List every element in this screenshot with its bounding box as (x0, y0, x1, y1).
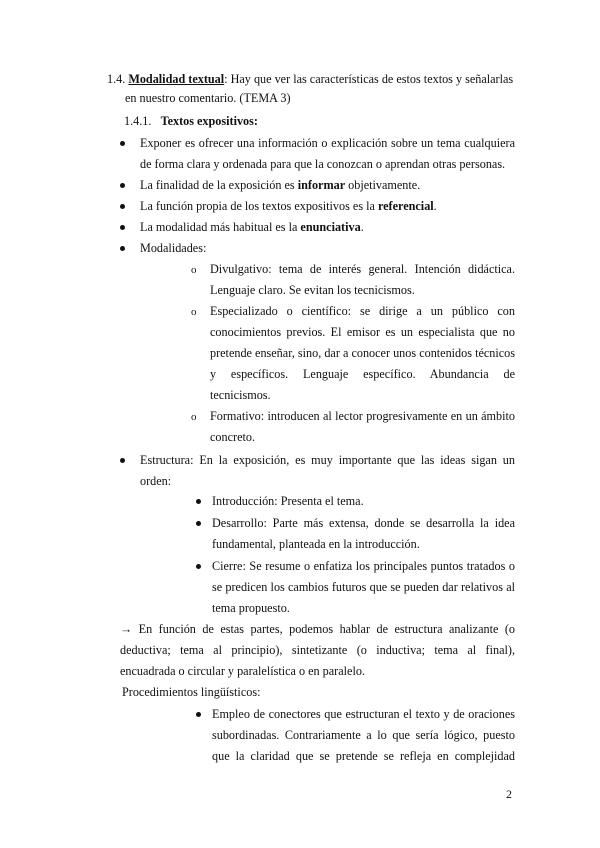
bullet-icon (120, 141, 125, 146)
bullet-icon (120, 246, 125, 251)
sub-bullet-icon: o (191, 411, 197, 423)
modalidad-2-line-1: Especializado o científico: se dirige a un público con (210, 304, 515, 318)
bullet-4-post: . (360, 220, 364, 234)
modalidad-3-line-2: concreto. (210, 430, 256, 444)
procedimientos-1-line-1: Empleo de conectores que estructuran el texto y de oraciones (212, 707, 515, 721)
modalidad-1-line-2: Lenguaje claro. Se evitan los tecnicismos. (210, 283, 415, 297)
subsection-heading (124, 113, 258, 129)
sub-bullet-icon: o (191, 306, 197, 318)
bullet-1-line-2: de forma clara y ordenada para que la conozcan o aprendan otras personas. (140, 157, 506, 171)
estructura-introduccion: Introducción: Presenta el tema. (212, 494, 364, 508)
paragraph-line-3: encuadrada o circular y paralelística o en paralelo. (120, 664, 365, 678)
bullet-1-line-1: Exponer es ofrecer una información o explicación sobre un tema cualquiera (140, 136, 515, 150)
modalidad-2-line-2: conocimientos previos. El emisor es un especialista que no (210, 325, 515, 339)
estructura-desarrollo-line-1: Desarrollo: Parte más extensa, donde se desarrolla la idea (212, 516, 515, 530)
section-intro-2: en nuestro comentario. (TEMA 3) (125, 91, 291, 105)
estructura-line-1: Estructura: En la exposición, es muy importante que las ideas sigan un (140, 453, 515, 467)
procedimientos-1-line-3: que la claridad que se pretende se refleja en complejidad (212, 749, 515, 763)
estructura-cierre-line-2: se predicen los cambios futuros que se pueden dar relativos al (212, 580, 515, 594)
bullet-3 (140, 198, 437, 214)
bullet-2-bold: informar (297, 178, 346, 192)
bullet-icon (120, 204, 125, 209)
bullet-4 (140, 219, 364, 235)
bullet-3-post: . (433, 199, 437, 213)
modalidad-2-line-4: y específicos. Lenguaje específico. Abundancia de (210, 367, 515, 381)
bullet-icon (196, 712, 201, 717)
estructura-line-2: orden: (140, 474, 172, 488)
bullet-icon (196, 521, 201, 526)
bullet-3-text: La función propia de los textos expositivos es la (140, 199, 378, 213)
page-number: 2 (506, 787, 512, 801)
paragraph-line-2: deductiva; tema al principio), sintetizante (o inductiva; tema al final), (120, 643, 515, 657)
section-number: 1.4. (107, 72, 126, 86)
modalidad-2-line-3: pretende enseñar, sino, dar a conocer unos contenidos técnicos (210, 346, 515, 360)
bullet-4-bold: enunciativa (300, 220, 361, 234)
bullet-icon (120, 225, 125, 230)
bullet-5: Modalidades: (140, 241, 207, 255)
procedimientos-heading: Procedimientos lingüísticos: (122, 685, 261, 699)
bullet-icon (120, 183, 125, 188)
estructura-cierre-line-3: tema propuesto. (212, 601, 290, 615)
subsection-title: Textos expositivos: (160, 114, 258, 128)
bullet-4-text: La modalidad más habitual es la (140, 220, 301, 234)
section-intro-1: : Hay que ver las características de estos textos y señalarlas (224, 72, 514, 86)
sub-bullet-icon: o (191, 264, 197, 276)
bullet-icon (196, 499, 201, 504)
paragraph-line-1: → En función de estas partes, podemos hablar de estructura analizante (o (120, 622, 515, 636)
bullet-icon (196, 564, 201, 569)
section-heading (107, 71, 513, 87)
bullet-2 (140, 177, 420, 193)
modalidad-3-line-1: Formativo: introducen al lector progresivamente en un ámbito (210, 409, 515, 423)
bullet-2-text: La finalidad de la exposición es (140, 178, 298, 192)
bullet-3-bold: referencial (377, 199, 434, 213)
bullet-2-post: objetivamente. (345, 178, 421, 192)
estructura-cierre-line-1: Cierre: Se resume o enfatiza los principales puntos tratados o (212, 559, 515, 573)
modalidad-2-line-5: tecnicismos. (210, 388, 271, 402)
modalidad-1-line-1: Divulgativo: tema de interés general. Intención didáctica. (210, 262, 515, 276)
subsection-number: 1.4.1. (124, 114, 152, 128)
estructura-desarrollo-line-2: fundamental, planteada en la introducción. (212, 537, 420, 551)
section-title: Modalidad textual (128, 72, 225, 86)
bullet-icon (120, 458, 125, 463)
procedimientos-1-line-2: subordinadas. Contrariamente a lo que sería lógico, puesto (212, 728, 515, 742)
